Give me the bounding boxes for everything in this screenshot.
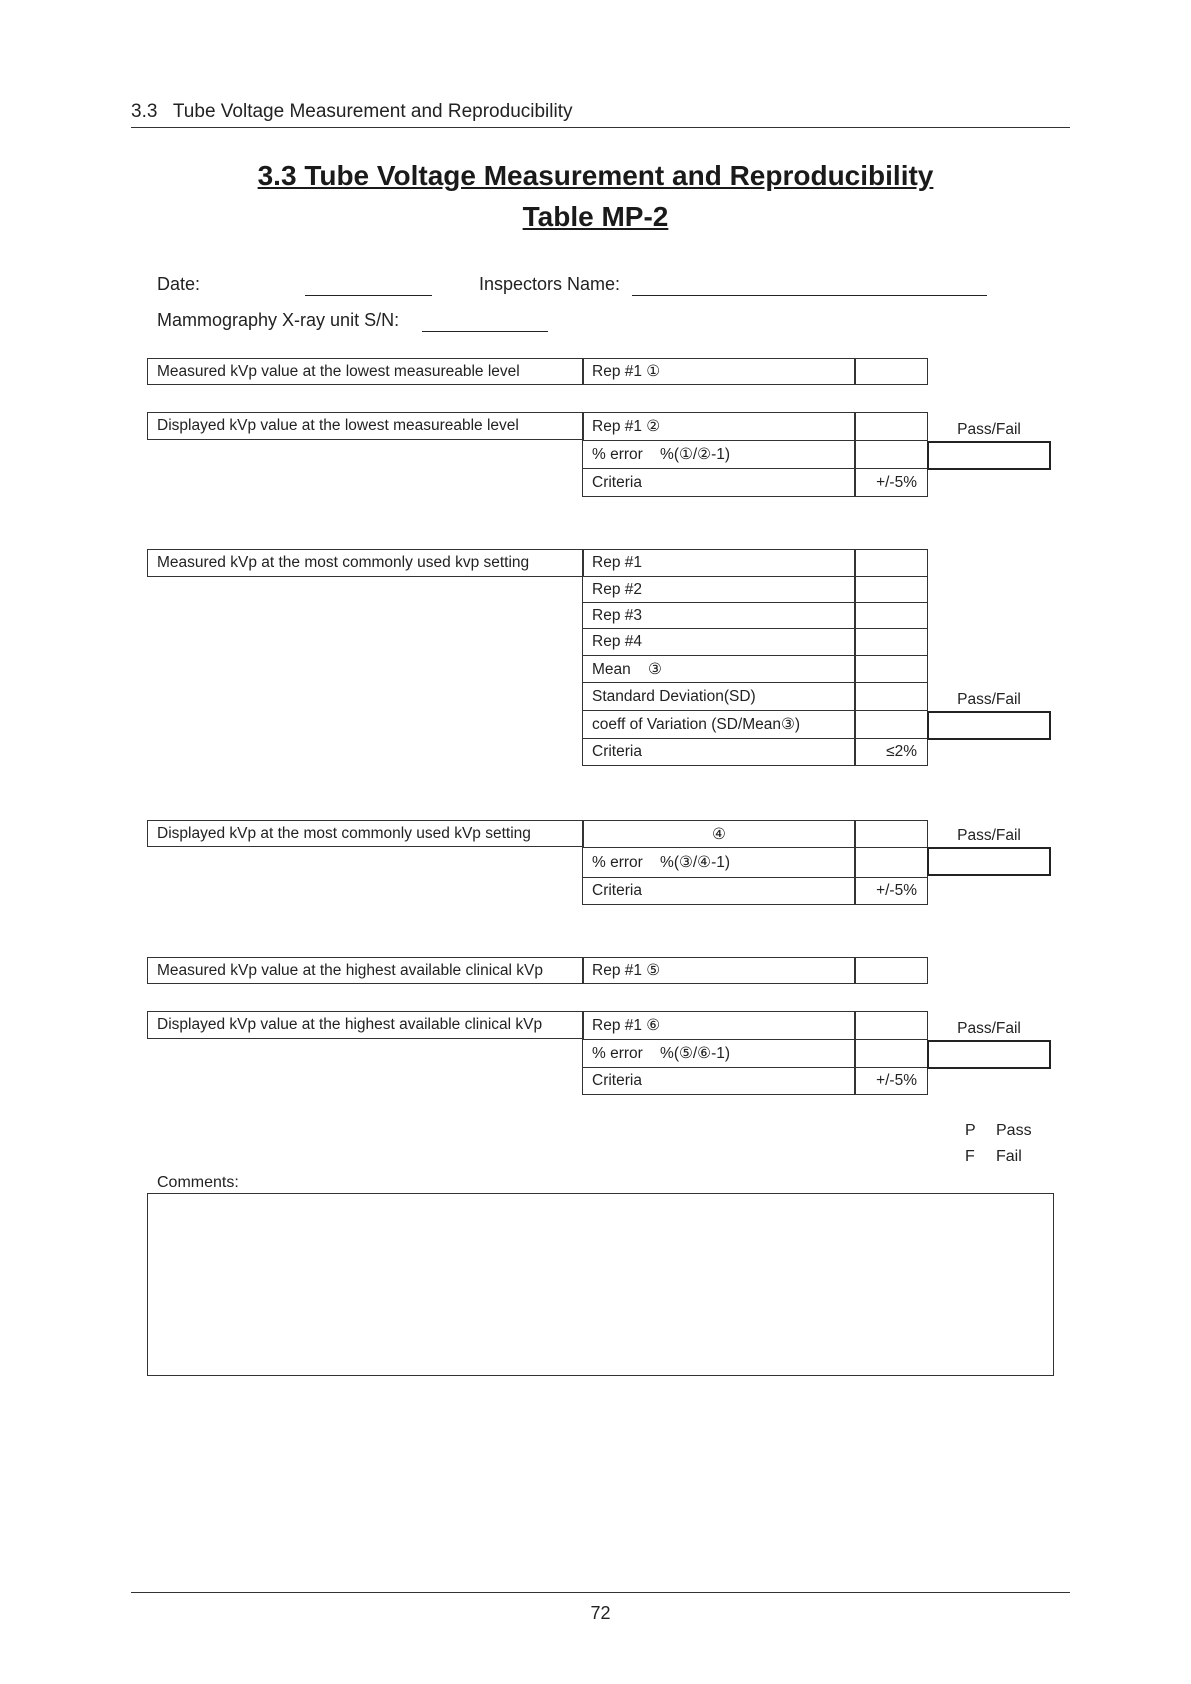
section2-error-value[interactable]: [854, 440, 928, 469]
section4-criteria-value-text: +/-5%: [876, 882, 917, 899]
section6-passfail-label: Pass/Fail: [957, 1020, 1021, 1037]
date-field[interactable]: [305, 295, 432, 296]
section3-passfail-label: Pass/Fail: [957, 691, 1021, 708]
section2-description-text: Displayed kVp value at the lowest measureable level: [157, 417, 519, 434]
section3-row-rep3-value[interactable]: [854, 602, 928, 629]
section3-row-sd-text: Standard Deviation(SD): [592, 687, 756, 705]
section3-row-rep4-value[interactable]: [854, 628, 928, 656]
section4-criteria-text: Criteria: [592, 882, 642, 899]
section1-rep1-text: Rep #1 ①: [592, 363, 661, 380]
section2-rep1-value[interactable]: [854, 412, 928, 441]
section5-description: [147, 957, 584, 984]
section4-error-text: % error %(③/④-1): [592, 854, 731, 871]
section3-row-rep3-text: Rep #3: [592, 606, 642, 624]
section5-rep1-value[interactable]: [854, 957, 928, 984]
section2-error-text: % error %(①/②-1): [592, 446, 731, 463]
comments-box[interactable]: [147, 1193, 1054, 1376]
section3-criteria-value-text: ≤2%: [886, 743, 917, 760]
legend-fail-text: Fail: [996, 1148, 1022, 1165]
section3-criteria-label: [582, 738, 856, 766]
section3-row-cov-value[interactable]: [854, 710, 928, 739]
section3-row-mean: [582, 655, 856, 683]
date-label: Date:: [157, 274, 201, 294]
serial-number-field[interactable]: [422, 331, 548, 332]
section3-row-rep3: [582, 602, 856, 629]
section3-row-rep1-text: Rep #1: [592, 554, 642, 571]
section4-description: [147, 820, 584, 847]
section6-passfail-box[interactable]: [927, 1040, 1051, 1069]
section4-criteria-value: [854, 877, 928, 905]
page-number: 72: [590, 1603, 611, 1623]
section2-rep1-label: [582, 412, 856, 441]
section6-rep1-text: Rep #1 ⑥: [592, 1017, 661, 1034]
section3-row-cov: [582, 710, 856, 739]
section3-description: [147, 549, 584, 577]
section6-criteria-value-text: +/-5%: [876, 1072, 917, 1089]
section3-row-cov-text: coeff of Variation (SD/Mean③): [592, 716, 801, 733]
section6-criteria-label: [582, 1067, 856, 1095]
legend-pass-code: P: [965, 1122, 976, 1139]
comments-label: Comments:: [157, 1174, 239, 1191]
section4-passfail-box[interactable]: [927, 847, 1051, 876]
section3-row-mean-value[interactable]: [854, 655, 928, 683]
section4-description-text: Displayed kVp at the most commonly used kVp setting: [157, 824, 531, 842]
section4-criteria-label: [582, 877, 856, 905]
section2-criteria-text: Criteria: [592, 473, 642, 491]
page-title: 3.3 Tube Voltage Measurement and Reproducibility: [257, 160, 934, 191]
legend-pass-text: Pass: [996, 1122, 1032, 1139]
section6-description: [147, 1011, 584, 1039]
section3-criteria-value: [854, 738, 928, 766]
section4-marker-cell: [582, 820, 856, 848]
section2-criteria-value: [854, 468, 928, 497]
section6-rep1-value[interactable]: [854, 1011, 928, 1040]
section3-row-rep2: [582, 576, 856, 603]
inspector-name-field[interactable]: [632, 295, 987, 296]
section3-row-rep4-text: Rep #4: [592, 633, 642, 650]
section3-row-rep2-text: Rep #2: [592, 580, 642, 598]
section2-passfail-box[interactable]: [927, 441, 1051, 470]
section1-rep1-value[interactable]: [854, 358, 928, 385]
section3-passfail-box[interactable]: [927, 711, 1051, 740]
section5-rep1-text: Rep #1 ⑤: [592, 962, 661, 979]
header-rule: [131, 127, 1070, 128]
section3-row-sd: [582, 682, 856, 711]
section3-row-rep1-value[interactable]: [854, 549, 928, 577]
section6-error-value[interactable]: [854, 1039, 928, 1068]
section3-row-rep2-value[interactable]: [854, 576, 928, 603]
legend-fail: [965, 1148, 1022, 1166]
section2-criteria-value-text: +/-5%: [876, 473, 917, 491]
section3-row-mean-text: Mean ③: [592, 660, 662, 678]
section3-row-rep1: [582, 549, 856, 577]
legend-fail-code: F: [965, 1148, 975, 1165]
section4-passfail-label: Pass/Fail: [957, 827, 1021, 844]
section2-passfail-label: Pass/Fail: [957, 421, 1021, 438]
section2-description: [147, 412, 584, 440]
section1-description: [147, 358, 584, 385]
section6-rep1-label: [582, 1011, 856, 1040]
section4-error-value[interactable]: [854, 847, 928, 878]
section6-criteria-value: [854, 1067, 928, 1095]
legend-pass: [965, 1122, 1032, 1140]
section5-description-text: Measured kVp value at the highest available clinical kVp: [157, 961, 544, 979]
section6-description-text: Displayed kVp value at the highest available clinical kVp: [157, 1016, 543, 1033]
section2-error-label: [582, 440, 856, 469]
running-header: 3.3 Tube Voltage Measurement and Reproducibility: [131, 101, 573, 122]
section6-error-text: % error %(⑤/⑥-1): [592, 1045, 731, 1062]
table-title: Table MP-2: [522, 201, 669, 232]
section1-rep1-label: [582, 358, 856, 385]
section4-marker-text: ④: [712, 825, 726, 843]
section2-rep1-text: Rep #1 ②: [592, 418, 661, 435]
serial-label: Mammography X-ray unit S/N:: [157, 310, 400, 330]
section6-error-label: [582, 1039, 856, 1068]
section2-criteria-label: [582, 468, 856, 497]
footer-rule: [131, 1592, 1070, 1593]
section3-description-text: Measured kVp at the most commonly used kvp setting: [157, 554, 530, 571]
section1-description-text: Measured kVp value at the lowest measureable level: [157, 362, 520, 380]
section5-rep1-label: [582, 957, 856, 984]
section4-error-label: [582, 847, 856, 878]
section3-row-rep4: [582, 628, 856, 656]
section6-criteria-text: Criteria: [592, 1072, 642, 1089]
section3-criteria-text: Criteria: [592, 743, 642, 760]
inspector-label: Inspectors Name:: [479, 274, 621, 294]
section3-row-sd-value[interactable]: [854, 682, 928, 711]
section4-marker-value[interactable]: [854, 820, 928, 848]
